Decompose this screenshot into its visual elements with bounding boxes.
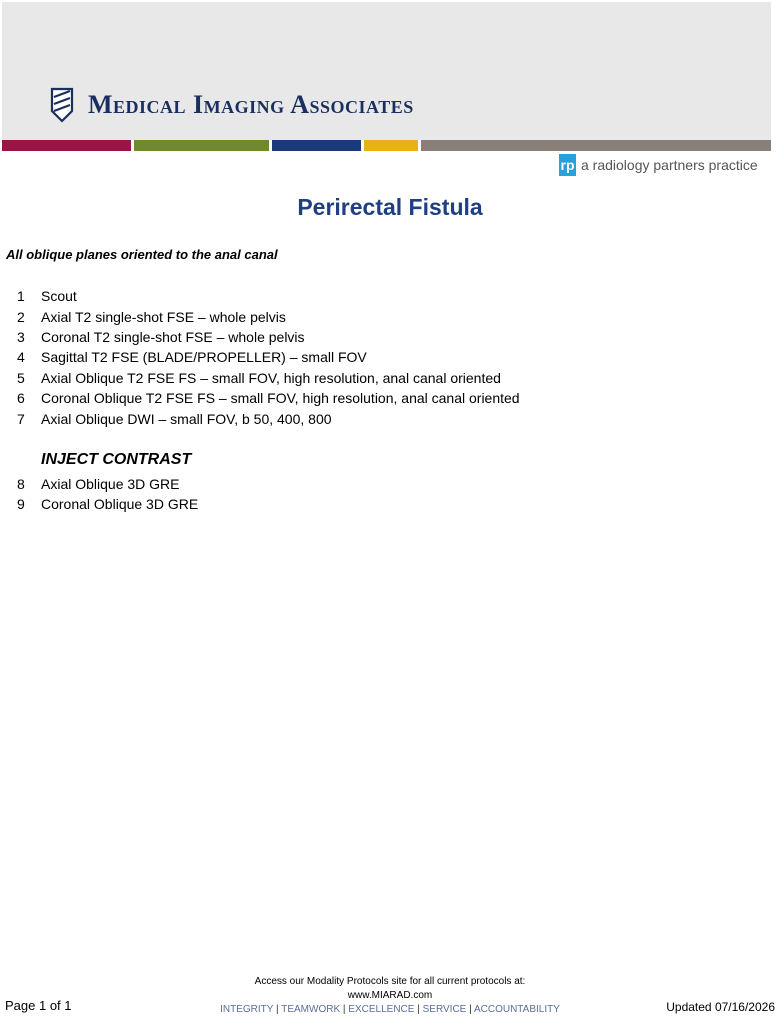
header-banner [2,2,771,140]
color-stripe-2 [134,140,269,151]
value-integrity: INTEGRITY [220,1004,274,1015]
sequence-text: Axial Oblique 3D GRE [41,476,180,492]
sequence-number: 7 [17,411,25,427]
color-stripe-1 [2,140,131,151]
value-excellence: EXCELLENCE [348,1004,415,1015]
shield-chevron-logo-icon [50,87,74,123]
value-separator: | [342,1004,346,1015]
sequence-text: Coronal T2 single-shot FSE – whole pelvis [41,329,305,345]
sequence-number: 2 [17,309,25,325]
sequence-text: Sagittal T2 FSE (BLADE/PROPELLER) – small FOV [41,349,367,365]
sequence-number: 9 [17,496,25,512]
inject-contrast-heading: INJECT CONTRAST [41,451,192,468]
sequence-text: Axial Oblique T2 FSE FS – small FOV, high resolution, anal canal oriented [41,370,501,386]
rp-logo-icon: rp [559,154,576,176]
page-number: Page 1 of 1 [5,998,72,1013]
footer-url[interactable]: www.MIARAD.com [347,990,433,1001]
updated-date: Updated 07/16/2026 [666,1000,775,1014]
sequence-text: Axial Oblique DWI – small FOV, b 50, 400, 800 [41,411,332,427]
sequence-text: Coronal Oblique 3D GRE [41,496,199,512]
footer-access-line: Access our Modality Protocols site for all current protocols at: [254,976,526,987]
value-separator: | [417,1004,420,1015]
footer-values [0,1004,780,1015]
protocol-subtitle: All oblique planes oriented to the anal canal [6,247,278,262]
value-accountability: ACCOUNTABILITY [473,1004,560,1015]
sequence-number: 4 [17,349,25,365]
sequence-number: 3 [17,329,25,345]
sequence-number: 8 [17,476,25,492]
affiliate-text: a radiology partners practice [581,157,758,173]
sequence-text: Scout [41,288,77,304]
radiology-partners-mark [559,154,758,176]
color-stripe-5 [421,140,771,151]
brand-logo [50,87,414,123]
color-stripe-3 [272,140,361,151]
brand-name: Medical Imaging Associates [88,90,414,119]
value-service: SERVICE [422,1004,467,1015]
value-teamwork: TEAMWORK [281,1004,341,1015]
color-stripe-4 [364,140,418,151]
value-separator: | [469,1004,472,1015]
sequence-text: Coronal Oblique T2 FSE FS – small FOV, high resolution, anal canal oriented [41,390,520,406]
sequence-number: 1 [17,288,25,304]
sequence-text: Axial T2 single-shot FSE – whole pelvis [41,309,286,325]
sequence-number: 6 [17,390,25,406]
page-title: Perirectal Fistula [297,194,483,220]
value-separator: | [276,1004,279,1015]
sequence-number: 5 [17,370,25,386]
